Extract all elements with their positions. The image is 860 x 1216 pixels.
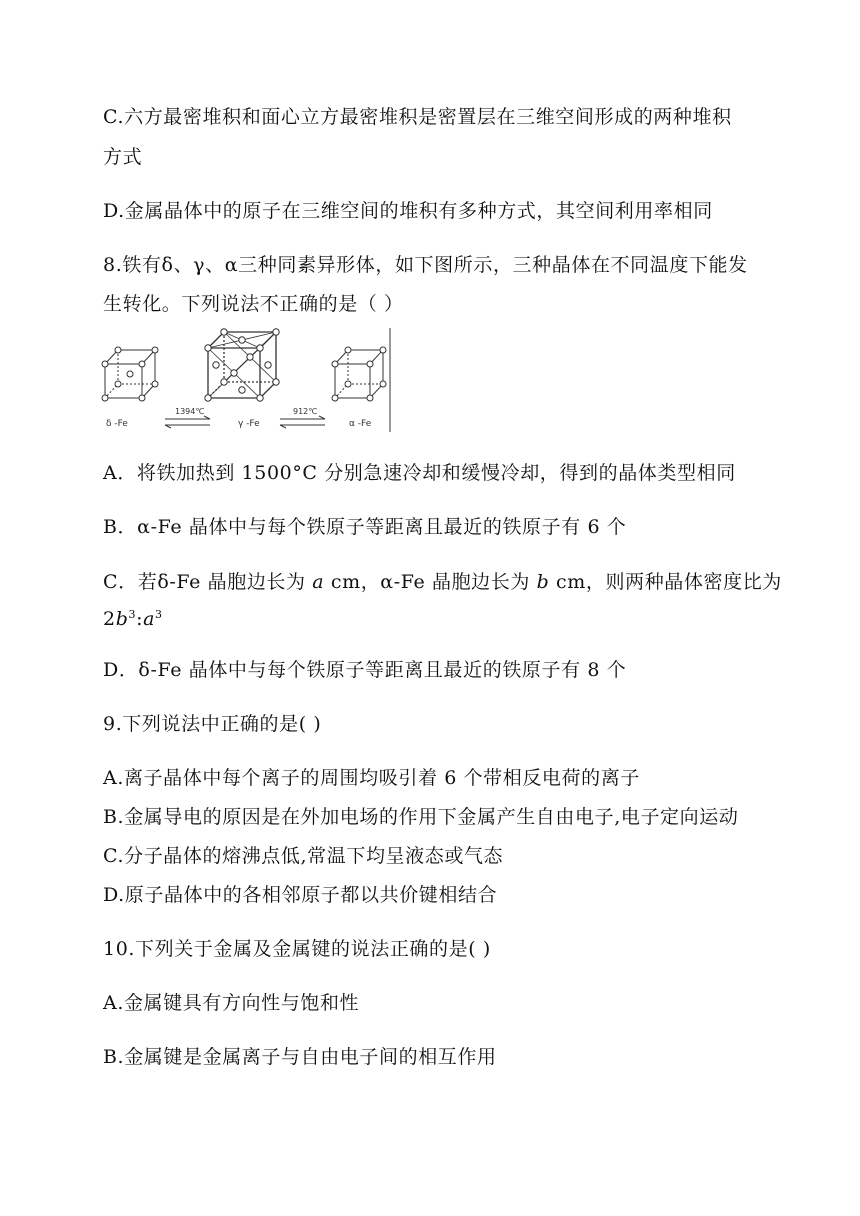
- question-10: 10.下列关于金属及金属键的说法正确的是( ): [103, 938, 491, 960]
- question-8-line-2: 生转化。下列说法不正确的是（ ）: [103, 293, 404, 315]
- option-c-line-2: 方式: [103, 146, 143, 168]
- iron-allotrope-figure: [100, 326, 395, 434]
- delta-fe-label: δ -Fe: [106, 419, 128, 429]
- question-10-option-a: A.金属键具有方向性与饱和性: [103, 992, 360, 1014]
- gamma-fe-label: γ -Fe: [238, 419, 260, 429]
- question-9-option-a: A.离子晶体中每个离子的周围均吸引着 6 个带相反电荷的离子: [103, 767, 640, 789]
- question-9-option-b: B.金属导电的原因是在外加电场的作用下金属产生自由电子,电子定向运动: [103, 806, 739, 828]
- question-8-option-c-line-2: $2b^3:a^3$: [103, 608, 163, 630]
- option-c-line-1: C.六方最密堆积和面心立方最密堆积是密置层在三维空间形成的两种堆积: [103, 106, 732, 128]
- alpha-fe-label: α -Fe: [349, 419, 372, 429]
- question-8-option-d: D．δ-Fe 晶体中与每个铁原子等距离且最近的铁原子有 8 个: [103, 659, 627, 681]
- gamma-fe-cell: [205, 329, 279, 401]
- question-8-line-1: 8.铁有δ、γ、α三种同素异形体，如下图所示，三种晶体在不同温度下能发: [103, 254, 748, 276]
- alpha-fe-cell: [332, 347, 386, 401]
- question-9-option-c: C.分子晶体的熔沸点低,常温下均呈液态或气态: [103, 845, 504, 867]
- delta-fe-cell: [102, 347, 158, 401]
- temp-1394-label: 1394℃: [175, 407, 205, 416]
- question-8-option-c-line-1: C．若δ-Fe 晶胞边长为 a cm，α-Fe 晶胞边长为 b cm，则两种晶体密度比为: [103, 571, 782, 593]
- option-d: D.金属晶体中的原子在三维空间的堆积有多种方式，其空间利用率相同: [103, 200, 713, 222]
- question-8-option-b: B．α-Fe 晶体中与每个铁原子等距离且最近的铁原子有 6 个: [103, 516, 627, 538]
- question-9-option-d: D.原子晶体中的各相邻原子都以共价键相结合: [103, 884, 498, 906]
- temp-912-label: 912℃: [293, 407, 318, 416]
- question-8-option-a: A．将铁加热到 1500°C 分别急速冷却和缓慢冷却，得到的晶体类型相同: [103, 462, 736, 484]
- question-10-option-b: B.金属键是金属离子与自由电子间的相互作用: [103, 1046, 497, 1068]
- question-9: 9.下列说法中正确的是( ): [103, 713, 322, 735]
